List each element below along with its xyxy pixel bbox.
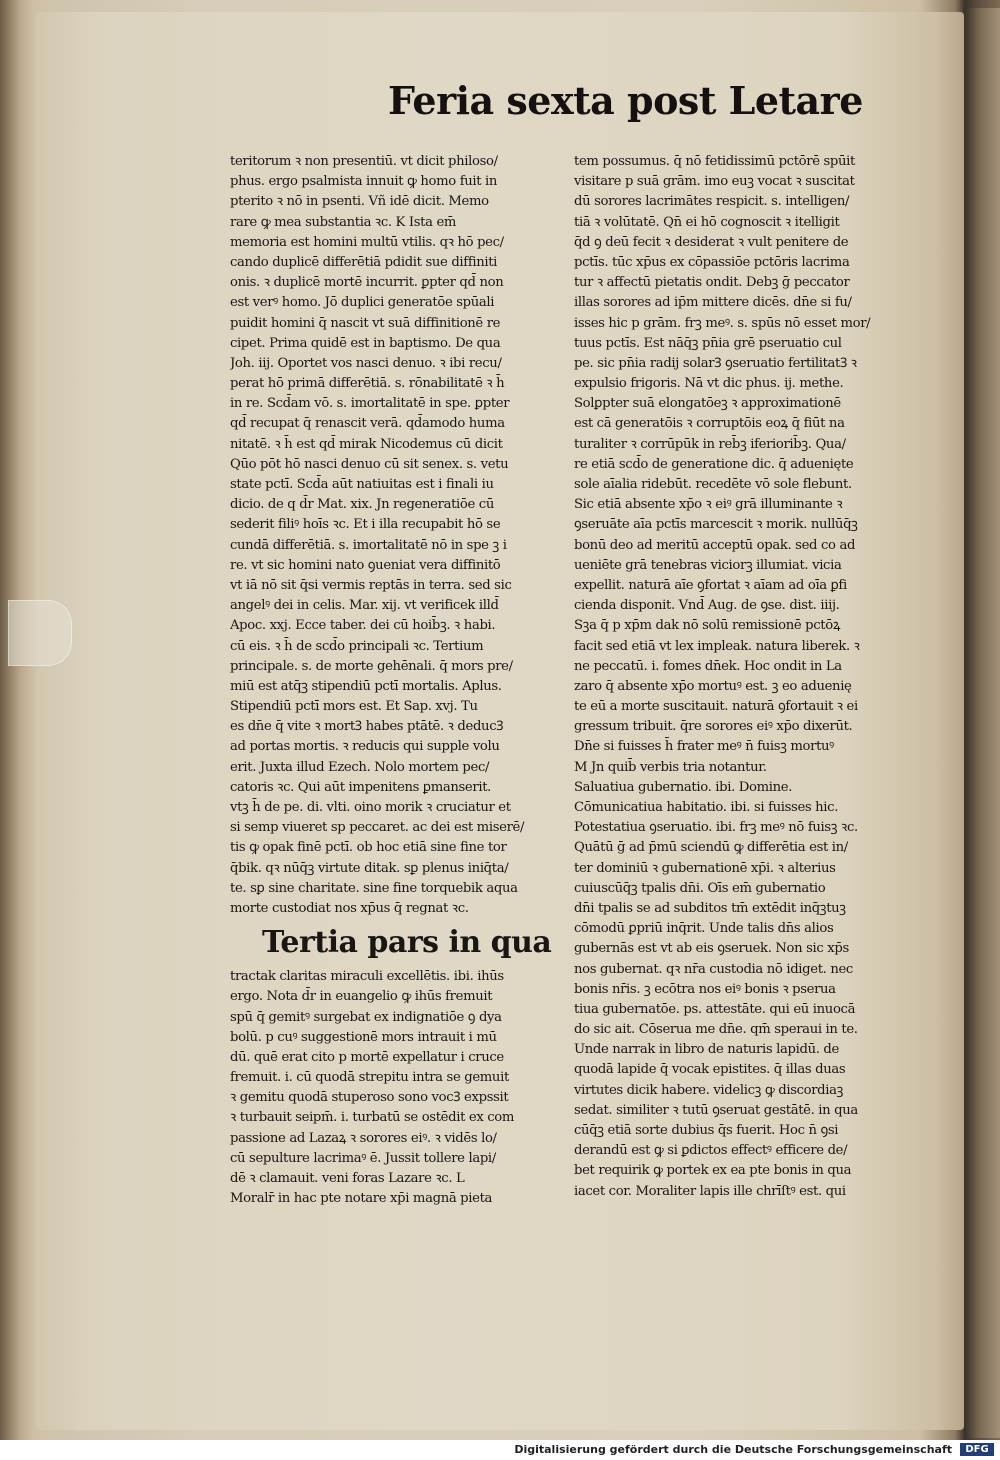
text-line: es dn̄e q̄ vite ꝛ mortꝪ habes ptātē. ꝛ deducꝪ [230, 719, 504, 735]
text-line: sederit filiꝰ hoīs ꝛc. Et i illa recupabit hō se [230, 517, 501, 533]
text-line: facit sed etiā vt lex impleak. natura liberek. ꝛ [574, 638, 860, 654]
text-line: vt iā nō sit q̄si vermis reptās in terra. sed sic [230, 577, 512, 593]
text-line: cipet. Prima quidē est in baptismo. De qua [230, 335, 501, 351]
footer-bar [0, 1440, 1000, 1460]
text-line: ꝛ gemitu quodā stuperoso sono vocꝪ expssit [230, 1090, 509, 1106]
dfg-logo: DFG [960, 1443, 994, 1456]
text-line: Cōmunicatiua habitatio. ibi. si fuisses hic. [574, 800, 839, 815]
text-line: do sic ait. Cōserua me dn̄e. qm̄ speraui in te. [574, 1022, 858, 1038]
text-line: Sic etiā absente xp̄o ꝛ eiꝰ grā illuminante ꝛ [574, 497, 843, 513]
text-line: Apoc. xxj. Ecce taber. dei cū hoib̄ꝫ. ꝛ habi. [230, 618, 496, 634]
text-line: passione ad Lazaꝝ ꝛ sorores eiꝰ. ꝛ vidēs lo/ [230, 1130, 497, 1146]
text-line: re. vt sic homini nato ꝯueniat vera diffinitō [230, 557, 501, 573]
text-line: rare ꝙ mea substantia ꝛc. K Ista em̄ [230, 214, 457, 230]
text-line: cū sepulture lacrimaꝰ ē. Jussit tollere lapi/ [230, 1150, 496, 1166]
text-line: tractak claritas miraculi excellētis. ibi. ihūs [230, 969, 504, 985]
text-line: Potestatiua ꝯseruatio. ibi. frꝫ meꝰ nō fuisꝫ ꝛc. [574, 820, 858, 836]
text-line: tem possumus. q̄ nō fetidissimū pctōrē spūit [574, 154, 855, 169]
text-line: dū. quē erat cito p mortē expellatur i cruce [230, 1049, 504, 1065]
text-line: Sꝫa q̄ p xp̄m dak nō solū remissionē pctōꝝ [574, 618, 841, 634]
text-line: Quātū ḡ ad p̄mū sciendū ꝙ differētia est in/ [574, 840, 848, 856]
funding-credit: Digitalisierung gefördert durch die Deutsche Forschungsgemeinschaft [514, 1443, 952, 1456]
text-line: Stipendiū pctī mors est. Et Sap. xvj. Tu [230, 699, 478, 715]
left-column-text-a [230, 152, 550, 919]
text-line: q̄d ꝯ deū fecit ꝛ desiderat ꝛ vult penitere de [574, 234, 849, 250]
text-line: si semp viueret sp peccaret. ac dei est miserē/ [230, 820, 525, 836]
text-line: ne peccatū. i. fomes dn̄ek. Hoc ondit in La [574, 658, 842, 674]
text-line: visitare p suā grām. imo euꝫ vocat ꝛ suscitat [574, 174, 855, 190]
text-line: qd̄ recupat q̄ renascit verā. qd̄amodo huma [230, 416, 505, 432]
text-line: sedat. similiter ꝛ tutū ꝯseruat gestātē. in qua [574, 1102, 858, 1118]
text-line: tiā ꝛ volūtatē. Qn̄ ei hō cognoscit ꝛ itelligit [574, 214, 840, 230]
text-line: tis ꝙ opak finē pctī. ob hoc etiā sine fine tor [230, 840, 507, 856]
page-marker-tab [8, 600, 72, 666]
text-line: cuiuscūq̄ꝫ tpalis dn̄i. Oīs em̄ gubernatio [574, 880, 826, 896]
text-line: Unde narrak in libro de naturis lapidū. de [574, 1042, 839, 1058]
text-line: ter dominiū ꝛ gubernationē xp̄i. ꝛ alterius [574, 860, 836, 876]
text-line: bonū deo ad meritū acceptū opak. sed co ad [574, 537, 856, 553]
text-line: erit. Juxta illud Ezech. Nolo mortem pec/ [230, 759, 490, 775]
text-line: dn̄i tpalis se ad subditos tm̄ extēdit inq̄ꝫtuꝫ [574, 900, 846, 916]
text-line: illas sorores ad ip̄m mittere dicēs. dn̄e si fu/ [574, 295, 852, 311]
text-line: bet requirik ꝙ portek ex ea pte bonis in qua [574, 1163, 852, 1179]
text-line: fremuit. i. cū quodā strepitu intra se gemuit [230, 1070, 509, 1086]
text-line: Moralr̄ in hac pte notare xp̄i magnā pieta [230, 1191, 493, 1207]
text-line: iacet cor. Moraliter lapis ille chrīſtꝰ est. qui [574, 1183, 846, 1199]
text-line: state pctī. Scd̄a aūt natiuitas est i finali iu [230, 477, 494, 492]
text-line: est cā generatōis ꝛ corruptōis eoꝝ q̄ fiūt na [574, 416, 845, 432]
text-line: spū q̄ gemitꝰ surgebat ex indignatiōe ꝯ dya [230, 1009, 502, 1025]
text-line: teritorum ꝛ non presentiū. vt dicit philoso/ [230, 154, 498, 169]
text-line: quodā lapide q̄ vocak epistites. q̄ illas duas [574, 1062, 846, 1078]
text-line: bolū. p cuꝰ suggestionē mors intrauit i mū [230, 1029, 497, 1045]
text-line: re etiā scd̄o de generatione dic. q̄ aduenięte [574, 456, 854, 472]
text-line: isses hic p grām. frꝫ meꝰ. s. spūs nō esset mor/ [574, 315, 871, 331]
text-line: in re. Scd̄am vō. s. imortalitatē in spe. ꝑpter [230, 396, 510, 412]
text-line: zaro q̄ absente xp̄o mortuꝰ est. ꝫ eo aduenię [574, 678, 852, 694]
text-line: cienda disponit. Vnd̄ Aug. de ꝯse. dist. iiij. [574, 598, 840, 614]
text-line: derandū est ꝙ si ꝑdictos effectꝰ efficere de/ [574, 1143, 848, 1159]
text-line: ꝛ turbauit seipm̄. i. turbatū se ostēdit ex com [230, 1110, 515, 1126]
text-line: cūq̄ꝫ etiā sorte dubius q̄s fuerit. Hoc n̄ ꝯsi [574, 1123, 839, 1138]
text-line: cando duplicē differētiā pdidit sue diffiniti [230, 254, 498, 270]
text-line: bonis nr̄is. ꝫ ecōtra nos eiꝰ bonis ꝛ pserua [574, 981, 836, 997]
text-line: turaliter ꝛ corrūpūk in reb̄ꝫ iferiorib̄ꝫ. Qua/ [574, 436, 846, 452]
text-line: principale. s. de morte gehēnali. q̄ mors pre/ [230, 658, 513, 674]
text-line: gubernās est vt ab eis ꝯseruek. Non sic xp̄s [574, 941, 849, 957]
text-line: Qūo pōt hō nasci denuo cū sit senex. s. vetu [230, 456, 509, 472]
text-line: cū eis. ꝛ h̄ de scd̄o principali ꝛc. Tertium [230, 638, 484, 654]
text-line: phus. ergo psalmista innuit ꝙ homo fuit in [230, 174, 498, 190]
running-header: Feria sexta post Letare [388, 78, 863, 123]
text-line: tuus pctīs. Est nāq̄ꝫ pn̄ia grē pseruatio cul [574, 335, 842, 351]
text-line: ad portas mortis. ꝛ reducis qui supple volu [230, 739, 500, 755]
text-line: vtꝫ h̄ de pe. di. vlti. oino morik ꝛ cruciatur et [230, 800, 511, 815]
text-line: gressum tribuit. q̄re sorores eiꝰ xp̄o dixerūt. [574, 719, 853, 735]
text-line: ergo. Nota d̄r in euangelio ꝙ ihūs fremuit [230, 989, 493, 1005]
left-column-text-b [230, 967, 550, 1209]
text-line: tur ꝛ affectū pietatis ondit. Debꝫ ḡ peccator [574, 275, 850, 291]
left-column [230, 152, 550, 1209]
text-line: pe. sic pn̄ia radij solarꝪ ꝯseruatio fertilitatꝪ ꝛ [574, 355, 857, 371]
text-line: expellit. naturā aīe ꝯfortat ꝛ aīam ad oīa ꝑfi [574, 577, 847, 593]
text-line: Joh. iij. Oportet vos nasci denuo. ꝛ ibi recu/ [230, 355, 502, 371]
text-line: te eū a morte suscitauit. naturā ꝯfortauit ꝛ ei [574, 699, 858, 715]
text-line: catoris ꝛc. Qui aūt impenitens ꝑmanserit. [230, 779, 491, 795]
text-line: perat hō primā differētiā. s. rōnabilitatē ꝛ h̄ [230, 376, 505, 392]
facing-page-edge [966, 8, 1000, 1438]
right-column-text [574, 152, 906, 1202]
text-line: est verꝰ homo. Jō duplici generatōe spūali [230, 295, 495, 311]
text-line: puidit homini q̄ nascit vt suā diffinitionē re [230, 315, 501, 331]
text-line: virtutes dicik habere. videlicꝫ ꝙ discordiaꝫ [574, 1082, 844, 1098]
text-line: Solꝑpter suā elongatōeꝫ ꝛ approximationē [574, 396, 841, 412]
right-column [574, 152, 906, 1202]
text-line: cōmodū ꝑpriū inq̄rit. Unde talis dn̄s alios [574, 921, 834, 937]
text-line: q̄bik. qꝛ nūq̄ꝫ virtute ditak. sꝑ plenus iniq̄ta/ [230, 860, 509, 876]
text-line: sole aīalia ridebūt. recedēte vō sole flebunt. [574, 477, 852, 492]
text-line: ꝯseruāte aīa pctīs marcescit ꝛ morik. nullūq̄ꝫ [574, 517, 858, 533]
text-line: pterito ꝛ nō in psenti. Vñ idē dicit. Memo [230, 194, 489, 210]
text-line: Saluatiua gubernatio. ibi. Domine. [574, 779, 793, 795]
text-line: dē ꝛ clamauit. veni foras Lazare ꝛc. L [230, 1171, 465, 1186]
text-line: expulsio frigoris. Nā vt dic phus. ij. methe. [574, 376, 844, 392]
text-line: nitatē. ꝛ h̄ est qd̄ mirak Nicodemus cū dicit [230, 436, 503, 452]
text-line: cundā differētiā. s. imortalitatē nō in spe ꝫ i [230, 537, 507, 553]
text-line: tiua gubernatōe. ps. attestāte. qui eū inuocā [574, 1001, 856, 1017]
text-line: morte custodiat nos xp̄us q̄ regnat ꝛc. [230, 900, 469, 916]
text-line: miū est atq̄ꝫ stipendiū pctī mortalis. Aplus. [230, 678, 502, 694]
section-heading: Tertia pars in qua [262, 925, 552, 961]
text-line: M Jn quib̄ verbis tria notantur. [574, 759, 767, 775]
text-line: memoria est homini multū vtilis. qꝛ hō pec/ [230, 234, 504, 250]
text-line: angelꝰ dei in celis. Mar. xij. vt verificek illd̄ [230, 598, 499, 614]
text-line: dū sorores lacrimātes respicit. s. intelligen/ [574, 194, 850, 210]
text-line: ueniēte grā tenebras viciorꝫ illumiat. vicia [574, 557, 842, 573]
text-line: pctīs. tūc xp̄us ex cōpassiōe pctōris lacrima [574, 254, 850, 270]
text-line: Dn̄e si fuisses h̄ frater meꝰ n̄ fuisꝫ mortuꝰ [574, 739, 834, 755]
text-line: nos gubernat. qꝛ nr̄a custodia nō idiget. nec [574, 961, 853, 977]
text-line: te. sꝑ sine charitate. sine fine torquebik aqua [230, 880, 518, 896]
text-line: dicio. de q d̄r Mat. xix. Jn regeneratiōe cū [230, 497, 494, 513]
text-line: onis. ꝛ duplicē mortē incurrit. ꝑpter qd̄ non [230, 275, 504, 291]
